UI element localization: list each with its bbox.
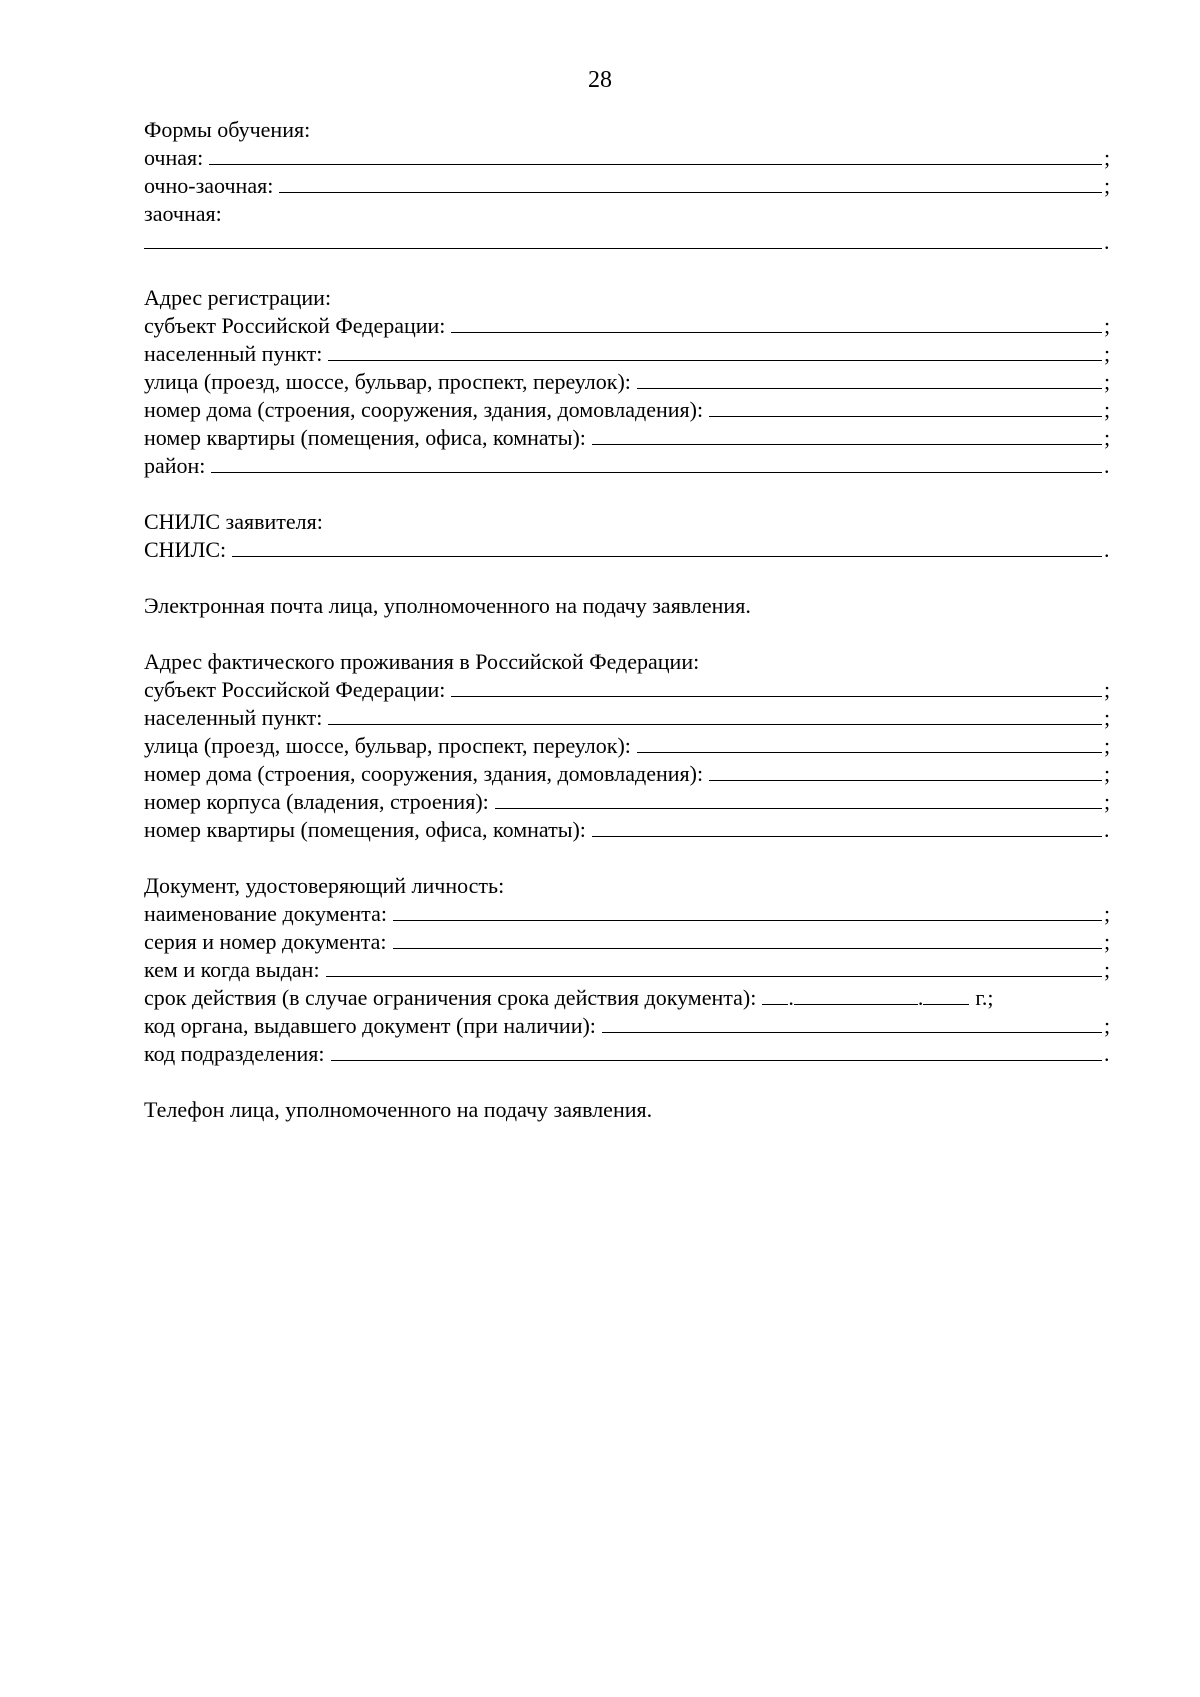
section-email: [144, 592, 1114, 620]
year-suffix: г.;: [975, 985, 994, 1010]
field-label: код подразделения:: [144, 1041, 325, 1066]
doc-issuer-code-blank-line[interactable]: [602, 1012, 1102, 1033]
field-reg-apartment: [144, 424, 1114, 452]
field-reg-locality: [144, 340, 1114, 368]
field-act-locality: [144, 704, 1114, 732]
field-punct: .: [1104, 1041, 1110, 1066]
act-locality-blank-line[interactable]: [328, 704, 1102, 725]
field-doc-issuer-code: [144, 1012, 1114, 1040]
section-actual-address: [144, 648, 1114, 844]
field-punct: ;: [1104, 929, 1111, 954]
field-doc-series-number: [144, 928, 1114, 956]
field-label: населенный пункт:: [144, 341, 323, 366]
registration-address-heading: Адрес регистрации:: [144, 285, 332, 310]
field-punct: .: [1104, 229, 1110, 254]
actual-address-heading: Адрес фактического проживания в Российской Федерации:: [144, 649, 700, 674]
field-snils: [144, 536, 1114, 564]
field-doc-validity: [144, 984, 1114, 1012]
reg-house-blank-line[interactable]: [709, 396, 1102, 417]
reg-locality-blank-line[interactable]: [328, 340, 1102, 361]
field-label: улица (проезд, шоссе, бульвар, проспект, переулок):: [144, 733, 631, 758]
section-snils: [144, 508, 1114, 564]
field-label: населенный пункт:: [144, 705, 323, 730]
phone-text: Телефон лица, уполномоченного на подачу заявления.: [144, 1097, 653, 1122]
doc-issued-by-blank-line[interactable]: [326, 956, 1102, 977]
field-reg-subject: [144, 312, 1114, 340]
field-reg-house: [144, 396, 1114, 424]
field-punct: ;: [1104, 957, 1111, 982]
email-text: Электронная почта лица, уполномоченного на подачу заявления.: [144, 593, 751, 618]
doc-series-number-blank-line[interactable]: [393, 928, 1102, 949]
field-act-subject: [144, 676, 1114, 704]
field-punct: ;: [1104, 761, 1111, 786]
snils-blank-line[interactable]: [232, 536, 1102, 557]
act-building-blank-line[interactable]: [495, 788, 1102, 809]
reg-district-blank-line[interactable]: [211, 452, 1102, 473]
field-punct: .: [1104, 817, 1110, 842]
reg-apartment-blank-line[interactable]: [592, 424, 1102, 445]
field-ochnaya: [144, 144, 1114, 172]
zaochnaya-blank-line[interactable]: [144, 228, 1102, 249]
field-punct: ;: [1104, 397, 1111, 422]
page-number: 28: [588, 67, 612, 93]
doc-name-blank-line[interactable]: [393, 900, 1102, 921]
field-label: номер дома (строения, сооружения, здания, домовладения):: [144, 397, 704, 422]
field-punct: .: [1104, 453, 1110, 478]
date-separator: .: [917, 985, 924, 1010]
field-punct: ;: [1104, 1013, 1111, 1038]
field-act-street: [144, 732, 1114, 760]
field-label: СНИЛС:: [144, 537, 227, 562]
field-label: срок действия (в случае ограничения срока действия документа):: [144, 985, 757, 1010]
act-apartment-blank-line[interactable]: [592, 816, 1102, 837]
section-phone: [144, 1096, 1114, 1124]
validity-month-blank[interactable]: [794, 984, 918, 1005]
act-house-blank-line[interactable]: [709, 760, 1102, 781]
field-punct: .: [1104, 537, 1110, 562]
identity-document-heading: Документ, удостоверяющий личность:: [144, 873, 505, 898]
section-education-forms: [144, 116, 1114, 256]
education-forms-heading: Формы обучения:: [144, 117, 311, 142]
field-label: номер квартиры (помещения, офиса, комнаты):: [144, 817, 586, 842]
form-content: [144, 116, 1114, 1152]
field-punct: ;: [1104, 313, 1111, 338]
reg-subject-blank-line[interactable]: [451, 312, 1102, 333]
field-label: кем и когда выдан:: [144, 957, 320, 982]
date-separator: .: [788, 985, 794, 1010]
field-label: код органа, выдавшего документ (при наличии):: [144, 1013, 596, 1038]
field-punct: ;: [1104, 677, 1111, 702]
field-doc-issued-by: [144, 956, 1114, 984]
field-ochno-zaochnaya: [144, 172, 1114, 200]
field-punct: ;: [1104, 901, 1111, 926]
field-label: очно-заочная:: [144, 173, 274, 198]
section-identity-document: [144, 872, 1114, 1068]
field-label: наименование документа:: [144, 901, 387, 926]
ochno-zaochnaya-blank-line[interactable]: [279, 172, 1102, 193]
validity-year-blank[interactable]: [923, 984, 969, 1005]
reg-street-blank-line[interactable]: [637, 368, 1102, 389]
field-zaochnaya: [144, 228, 1114, 256]
section-registration-address: [144, 284, 1114, 480]
field-punct: ;: [1104, 789, 1111, 814]
field-label: субъект Российской Федерации:: [144, 677, 446, 702]
ochnaya-blank-line[interactable]: [209, 144, 1102, 165]
field-label: серия и номер документа:: [144, 929, 387, 954]
field-act-building: [144, 788, 1114, 816]
field-act-house: [144, 760, 1114, 788]
field-punct: ;: [1104, 145, 1111, 170]
field-label: номер квартиры (помещения, офиса, комнаты):: [144, 425, 586, 450]
field-label: район:: [144, 453, 206, 478]
field-punct: ;: [1104, 173, 1111, 198]
doc-division-code-blank-line[interactable]: [331, 1040, 1102, 1061]
act-subject-blank-line[interactable]: [451, 676, 1102, 697]
field-label: субъект Российской Федерации:: [144, 313, 446, 338]
field-doc-name: [144, 900, 1114, 928]
field-reg-street: [144, 368, 1114, 396]
field-label-zaochnaya: заочная:: [144, 201, 222, 226]
snils-heading: СНИЛС заявителя:: [144, 509, 323, 534]
field-label: улица (проезд, шоссе, бульвар, проспект, переулок):: [144, 369, 631, 394]
field-reg-district: [144, 452, 1114, 480]
field-label: номер корпуса (владения, строения):: [144, 789, 489, 814]
field-label: номер дома (строения, сооружения, здания, домовладения):: [144, 761, 704, 786]
field-punct: ;: [1104, 733, 1111, 758]
field-label: очная:: [144, 145, 204, 170]
field-act-apartment: [144, 816, 1114, 844]
field-doc-division-code: [144, 1040, 1114, 1068]
field-punct: ;: [1104, 425, 1111, 450]
field-punct: ;: [1104, 705, 1111, 730]
act-street-blank-line[interactable]: [637, 732, 1102, 753]
validity-day-blank[interactable]: [762, 984, 788, 1005]
field-punct: ;: [1104, 341, 1111, 366]
field-punct: ;: [1104, 369, 1111, 394]
